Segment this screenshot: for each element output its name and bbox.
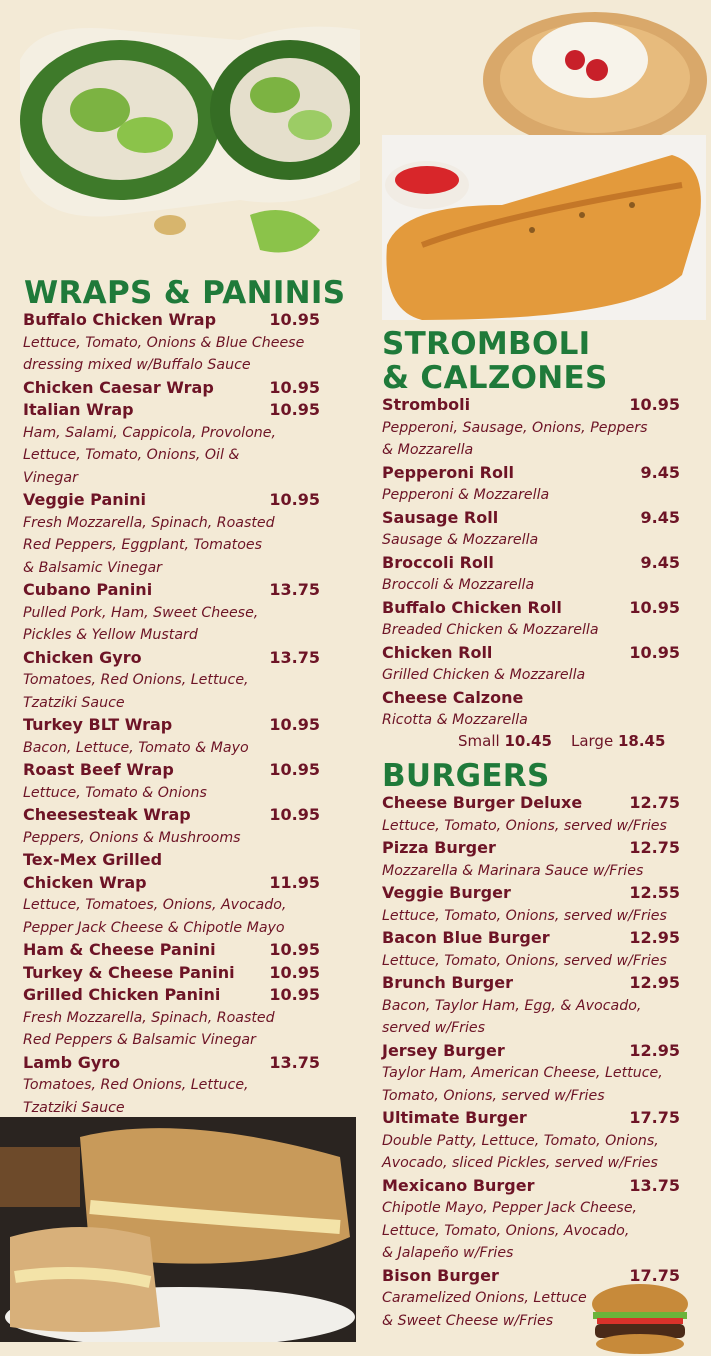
menu-item-description: Fresh Mozzarella, Spinach, Roasted	[23, 514, 275, 531]
menu-item-name: Chicken Gyro	[23, 647, 142, 667]
menu-item-description: Grilled Chicken & Mozzarella	[382, 667, 586, 683]
menu-item-price: 12.95	[629, 973, 680, 992]
menu-item-description: Pepper Jack Cheese & Chipotle Mayo	[23, 919, 285, 936]
menu-item-price: 12.75	[629, 838, 680, 857]
calzone-sizes	[458, 730, 665, 753]
menu-item-description: Lettuce, Tomato & Onions	[23, 784, 207, 801]
menu-item-price: 17.75	[629, 1265, 680, 1285]
section-heading-stromboli: STROMBOLI	[382, 326, 591, 362]
menu-item-price: 9.45	[640, 462, 680, 482]
menu-item-name: Turkey BLT Wrap	[23, 715, 173, 734]
menu-item-description: Red Peppers, Eggplant, Tomatoes	[23, 537, 263, 553]
menu-item-description: Pepperoni, Sausage, Onions, Peppers	[382, 419, 648, 436]
small-size-label: Small	[458, 732, 500, 750]
menu-item-description: Tomatoes, Red Onions, Lettuce,	[23, 1077, 249, 1093]
menu-item-name: Chicken Wrap	[23, 872, 147, 892]
menu-item-name: Ham & Cheese Panini	[23, 940, 216, 959]
menu-item-name: Lamb Gyro	[23, 1052, 121, 1072]
menu-item-name: Ultimate Burger	[382, 1108, 527, 1127]
menu-item-price: 10.95	[629, 395, 680, 414]
large-size-label: Large	[570, 732, 614, 750]
menu-item-description: Lettuce, Tomato, Onions, served w/Fries	[382, 952, 667, 969]
menu-item-price: 10.95	[629, 642, 680, 662]
menu-item-description: Ricotta & Mozzarella	[382, 712, 528, 728]
menu-item-description: Pulled Pork, Ham, Sweet Cheese,	[23, 604, 259, 621]
menu-item-price: 10.95	[269, 400, 320, 419]
menu-item-price: 13.75	[269, 647, 320, 667]
menu-item-price: 10.95	[269, 310, 320, 329]
menu-item-price: 13.75	[629, 1175, 680, 1195]
burger-photo	[585, 1282, 695, 1356]
menu-item-price: 12.55	[629, 883, 680, 902]
menu-item-name: Veggie Panini	[23, 490, 147, 509]
menu-item-price: 10.95	[269, 715, 320, 734]
menu-item-price: 13.75	[269, 580, 320, 599]
menu-item-description: Double Patty, Lettuce, Tomato, Onions,	[382, 1132, 659, 1149]
menu-item-name: Grilled Chicken Panini	[23, 985, 221, 1004]
menu-item-name: Tex-Mex Grilled	[23, 850, 163, 869]
menu-item-name: Cubano Panini	[23, 580, 153, 599]
menu-item-price: 10.95	[629, 597, 680, 617]
menu-item-description: & Jalapeño w/Fries	[382, 1245, 514, 1261]
section-heading-burgers: BURGERS	[382, 758, 550, 794]
menu-item-description: Breaded Chicken & Mozzarella	[382, 622, 599, 638]
menu-item-description: Lettuce, Tomato, Onions, served w/Fries	[382, 907, 667, 924]
menu-item-name: Veggie Burger	[382, 883, 511, 902]
menu-item-name: Jersey Burger	[382, 1040, 505, 1060]
menu-item-name: Bacon Blue Burger	[382, 928, 550, 947]
panini-photo	[0, 1117, 356, 1342]
menu-item-price: 10.95	[269, 962, 320, 982]
menu-item-name: Cheese Burger Deluxe	[382, 793, 583, 812]
menu-item-name: Stromboli	[382, 395, 471, 414]
wrap-photo	[0, 0, 360, 270]
menu-item-description: Lettuce, Tomato, Onions, Avocado,	[382, 1222, 630, 1239]
menu-item-description: dressing mixed w/Buffalo Sauce	[23, 357, 251, 373]
menu-item-description: Caramelized Onions, Lettuce	[382, 1290, 587, 1306]
menu-item-description: Lettuce, Tomato, Onions, served w/Fries	[382, 817, 667, 834]
menu-item-name: Brunch Burger	[382, 973, 513, 992]
menu-item-price: 10.95	[269, 377, 320, 397]
menu-item-name: Cheesesteak Wrap	[23, 805, 191, 824]
menu-item-description: Pickles & Yellow Mustard	[23, 627, 198, 643]
stromboli-photo	[382, 135, 706, 320]
menu-item-description: & Mozzarella	[382, 442, 474, 458]
section-heading-wraps: WRAPS & PANINIS	[24, 275, 346, 311]
menu-item-name: Mexicano Burger	[382, 1175, 535, 1195]
menu-item-price: 9.45	[640, 552, 680, 572]
menu-item-description: Mozzarella & Marinara Sauce w/Fries	[382, 862, 644, 879]
menu-item-price: 11.95	[269, 872, 320, 892]
menu-item-name: Roast Beef Wrap	[23, 760, 174, 779]
menu-item-name: Buffalo Chicken Roll	[382, 597, 562, 617]
menu-item-description: Lettuce, Tomato, Onions, Oil &	[23, 447, 240, 463]
section-heading-calzones: & CALZONES	[382, 360, 608, 396]
menu-item-price: 10.95	[269, 940, 320, 959]
menu-item-description: Lettuce, Tomato, Onions & Blue Cheese	[23, 334, 305, 351]
menu-item-price: 10.95	[269, 985, 320, 1004]
menu-item-description: Ham, Salami, Cappicola, Provolone,	[23, 424, 277, 441]
menu-item-description: Fresh Mozzarella, Spinach, Roasted	[23, 1009, 275, 1026]
menu-item-price: 10.95	[269, 805, 320, 824]
menu-item-description: Red Peppers & Balsamic Vinegar	[23, 1032, 256, 1048]
menu-item-name: Broccoli Roll	[382, 552, 494, 572]
menu-item-name: Cheese Calzone	[382, 687, 524, 707]
menu-item-description: Vinegar	[23, 469, 78, 486]
menu-item-description: Lettuce, Tomatoes, Onions, Avocado,	[23, 897, 287, 913]
menu-item-description: Bacon, Taylor Ham, Egg, & Avocado,	[382, 997, 642, 1014]
menu-item-description: Taylor Ham, American Cheese, Lettuce,	[382, 1065, 663, 1081]
menu-item-description: Pepperoni & Mozzarella	[382, 487, 550, 503]
menu-item-price: 13.75	[269, 1052, 320, 1072]
menu-item-price: 12.75	[629, 793, 680, 812]
menu-item-name: Italian Wrap	[23, 400, 134, 419]
menu-item-description: Tzatziki Sauce	[23, 694, 125, 711]
menu-item-name: Buffalo Chicken Wrap	[23, 310, 217, 329]
menu-item-description: Tomatoes, Red Onions, Lettuce,	[23, 672, 249, 688]
menu-item-description: & Balsamic Vinegar	[23, 559, 163, 576]
menu-item-description: Avocado, sliced Pickles, served w/Fries	[382, 1155, 658, 1171]
menu-item-price: 17.75	[629, 1108, 680, 1127]
menu-item-price: 10.95	[269, 760, 320, 779]
menu-item-price: 12.95	[629, 1040, 680, 1060]
menu-item-description: Sausage & Mozzarella	[382, 532, 539, 548]
large-size-price: 18.45	[617, 732, 666, 750]
menu-item-name: Chicken Caesar Wrap	[23, 377, 214, 397]
menu-item-description: served w/Fries	[382, 1020, 486, 1036]
menu-item-description: Peppers, Onions & Mushrooms	[23, 829, 241, 846]
menu-item-description: Bacon, Lettuce, Tomato & Mayo	[23, 739, 249, 756]
menu-item-name: Chicken Roll	[382, 642, 493, 662]
menu-item-description: & Sweet Cheese w/Fries	[382, 1312, 554, 1329]
menu-item-name: Pizza Burger	[382, 838, 496, 857]
menu-item-description: Tzatziki Sauce	[23, 1099, 125, 1116]
menu-item-name: Pepperoni Roll	[382, 462, 514, 482]
menu-item-description: Tomato, Onions, served w/Fries	[382, 1087, 605, 1104]
menu-item-name: Sausage Roll	[382, 507, 499, 527]
menu-item-name: Bison Burger	[382, 1265, 499, 1285]
menu-item-name: Turkey & Cheese Panini	[23, 962, 235, 982]
menu-item-price: 9.45	[640, 507, 680, 527]
menu-item-description: Chipotle Mayo, Pepper Jack Cheese,	[382, 1200, 638, 1216]
menu-item-price: 10.95	[269, 490, 320, 509]
small-size-price: 10.45	[504, 732, 552, 750]
menu-item-description: Broccoli & Mozzarella	[382, 577, 535, 593]
menu-item-price: 12.95	[629, 928, 680, 947]
